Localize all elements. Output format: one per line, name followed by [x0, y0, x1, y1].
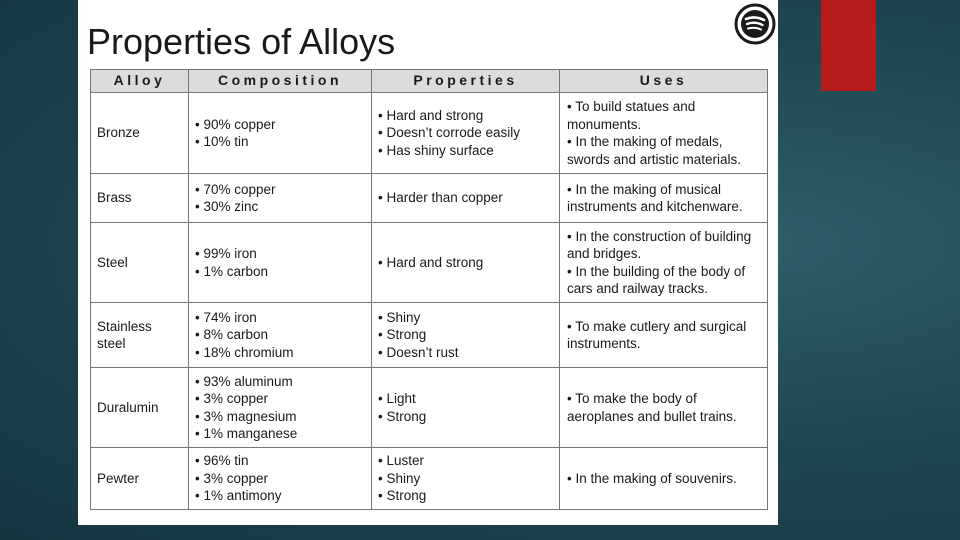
table-row [91, 93, 768, 174]
uses-cell [560, 174, 768, 223]
composition-cell [189, 368, 372, 448]
uses-line: • To build statues and monuments. [567, 99, 696, 132]
uses-line: • In the making of medals, swords and artistic materials. [567, 134, 742, 167]
properties-line: • Has shiny surface [378, 142, 494, 158]
alloy-line: Pewter [97, 470, 140, 486]
alloy-line: Bronze [97, 125, 140, 141]
properties-cell [372, 93, 560, 174]
properties-cell [372, 174, 560, 223]
uses-line: • In the construction of building and bridges. [567, 228, 752, 261]
uses-cell [560, 223, 768, 303]
header-properties: Properties [372, 70, 560, 93]
composition-line: • 1% antimony [195, 488, 282, 504]
alloy-line: Brass [97, 190, 132, 206]
uses-line: • In the making of musical instruments and kitchenware. [567, 181, 743, 214]
alloy-name-cell [91, 368, 189, 448]
alloy-line: Stainless [97, 318, 152, 334]
uses-line: • To make cutlery and surgical instruments. [567, 318, 747, 351]
properties-line: • Doesn’t rust [378, 344, 459, 360]
alloy-name-cell [91, 174, 189, 223]
table-row [91, 223, 768, 303]
properties-line: • Strong [378, 327, 427, 343]
properties-line: • Light [378, 391, 416, 406]
composition-line: • 18% chromium [195, 344, 294, 360]
header-uses: Uses [560, 70, 768, 93]
composition-cell [189, 93, 372, 174]
table-row [91, 448, 768, 510]
uses-cell [560, 303, 768, 368]
properties-cell [372, 303, 560, 368]
alloy-line: Steel [97, 254, 128, 270]
properties-line: • Luster [378, 453, 424, 469]
alloy-name-cell [91, 93, 189, 174]
table-header-row [91, 70, 768, 93]
composition-line: • 93% aluminum [195, 373, 293, 389]
composition-cell [189, 448, 372, 510]
composition-line: • 99% iron [195, 246, 257, 261]
composition-line: • 3% copper [195, 470, 269, 486]
composition-line: • 10% tin [195, 134, 249, 149]
alloy-name-cell [91, 448, 189, 510]
table-row [91, 368, 768, 448]
uses-line: • In the building of the body of cars and railway tracks. [567, 263, 746, 296]
spotify-icon [734, 3, 776, 45]
properties-line: • Strong [378, 408, 427, 424]
composition-cell [189, 223, 372, 303]
composition-line: • 3% magnesium [195, 408, 297, 424]
composition-line: • 8% carbon [195, 327, 269, 343]
header-composition: Composition [189, 70, 372, 93]
composition-line: • 70% copper [195, 181, 276, 197]
properties-line: • Hard and strong [378, 254, 484, 270]
composition-line: • 3% copper [195, 391, 269, 406]
properties-line: • Shiny [378, 309, 421, 325]
composition-line: • 1% carbon [195, 263, 269, 279]
composition-cell [189, 174, 372, 223]
header-alloy: Alloy [91, 70, 189, 93]
table-row [91, 174, 768, 223]
properties-line: • Harder than copper [378, 190, 503, 206]
table-body [91, 93, 768, 510]
red-accent-bar [821, 0, 876, 91]
properties-cell [372, 368, 560, 448]
slide-title: Properties of Alloys [87, 21, 396, 62]
uses-cell [560, 448, 768, 510]
properties-line: • Strong [378, 488, 427, 504]
alloy-name-cell [91, 303, 189, 368]
composition-line: • 90% copper [195, 116, 276, 132]
alloy-properties-table [90, 69, 768, 510]
alloy-name-cell [91, 223, 189, 303]
composition-line: • 74% iron [195, 309, 257, 325]
composition-line: • 1% manganese [195, 426, 298, 441]
alloy-line: Duralumin [97, 399, 159, 415]
properties-cell [372, 223, 560, 303]
uses-cell [560, 368, 768, 448]
uses-line: • To make the body of aeroplanes and bullet trains. [567, 391, 737, 424]
alloy-line: steel [97, 336, 126, 351]
composition-line: • 30% zinc [195, 199, 259, 214]
slide-panel [78, 0, 778, 525]
table-row [91, 303, 768, 368]
composition-line: • 96% tin [195, 453, 249, 469]
uses-cell [560, 93, 768, 174]
properties-line: • Doesn’t corrode easily [378, 125, 521, 141]
properties-line: • Shiny [378, 470, 421, 486]
properties-line: • Hard and strong [378, 107, 484, 123]
properties-cell [372, 448, 560, 510]
composition-cell [189, 303, 372, 368]
uses-line: • In the making of souvenirs. [567, 470, 737, 486]
